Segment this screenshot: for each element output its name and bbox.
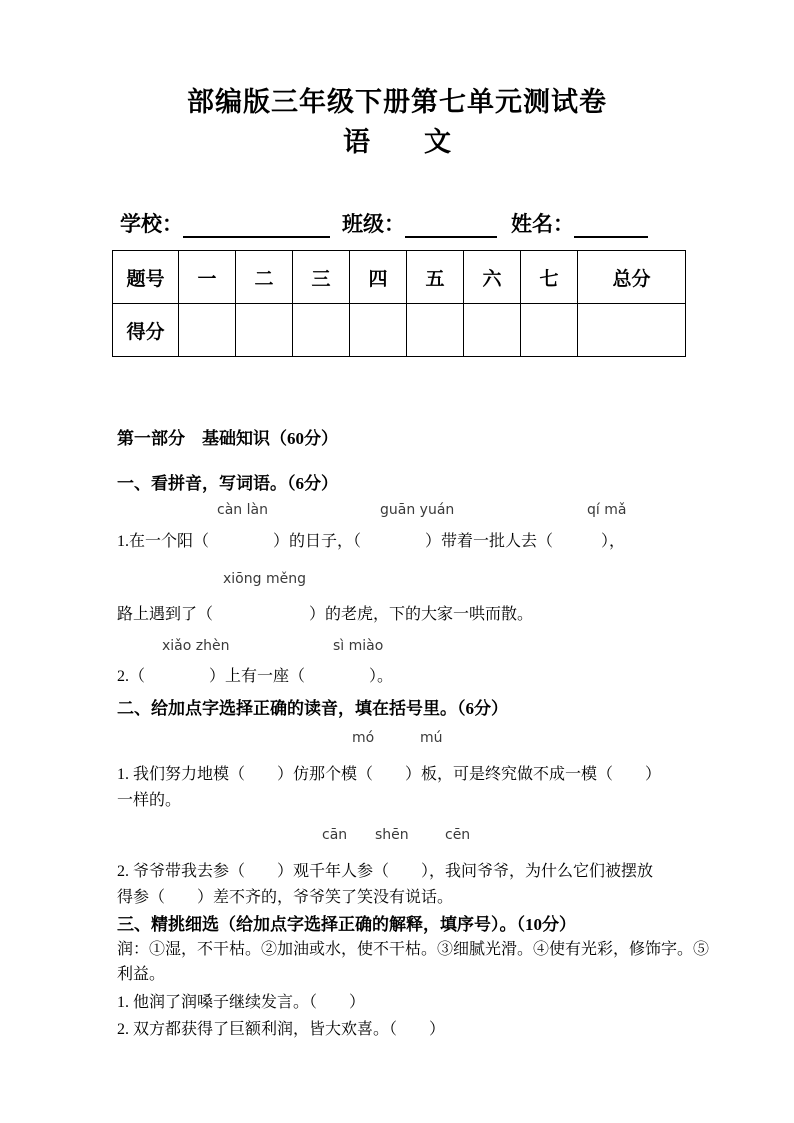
- score-cell: [350, 304, 407, 357]
- school-blank-field: [183, 212, 330, 238]
- pinyin-qi-ma: qí mǎ: [587, 502, 627, 518]
- s1-question1-line1: 1.在一个阳（ ）的日子，（ ）带着一批人去（ ），: [117, 533, 626, 550]
- score-cell: [293, 304, 350, 357]
- score-table-header-cell: 总分: [578, 251, 686, 304]
- s3-item1: 1. 他润了润嗓子继续发言。（ ）: [117, 994, 366, 1011]
- score-cell: [578, 304, 686, 357]
- score-cell: [521, 304, 578, 357]
- s2-question1-line1: 1. 我们努力地模（ ）仿那个模（ ）板，可是终究做不成一模（ ）: [117, 766, 662, 783]
- score-table-header-cell: 五: [407, 251, 464, 304]
- student-info-line: [120, 208, 648, 238]
- name-blank-field: [574, 212, 648, 238]
- part1-heading: 第一部分 基础知识（60分）: [117, 429, 338, 448]
- class-label: 班级：: [342, 212, 405, 236]
- score-table-header-cell: 六: [464, 251, 521, 304]
- name-label: 姓名：: [511, 212, 574, 236]
- paper-subject: 语 文: [343, 127, 451, 157]
- pinyin-guan-yuan: guān yuán: [380, 502, 455, 518]
- score-table: [112, 250, 686, 357]
- score-cell: [236, 304, 293, 357]
- score-table-header-row: [113, 251, 686, 304]
- s3-definition-line2: 利益。: [117, 966, 166, 983]
- s2-question2-line2: 得参（ ）差不齐的，爷爷笑了笑没有说话。: [117, 889, 454, 906]
- section1-heading: 一、看拼音，写词语。（6分）: [117, 474, 338, 493]
- section3-heading: 三、精挑细选（给加点字选择正确的解释，填序号）。（10分）: [117, 915, 576, 934]
- s2-question2-line1: 2. 爷爷带我去参（ ）观千年人参（ ），我问爷爷，为什么它们被摆放: [117, 863, 654, 880]
- score-table-header-cell: 七: [521, 251, 578, 304]
- paper-title: 部编版三年级下册第七单元测试卷: [187, 87, 607, 117]
- score-cell: [407, 304, 464, 357]
- school-label: 学校：: [120, 212, 183, 236]
- class-blank-field: [405, 212, 497, 238]
- pinyin-mu2: mú: [420, 730, 443, 746]
- score-cell: [464, 304, 521, 357]
- score-table-header-cell: 四: [350, 251, 407, 304]
- pinyin-can1: cān: [322, 827, 348, 843]
- pinyin-mo2: mó: [352, 730, 375, 746]
- score-table-score-row: [113, 304, 686, 357]
- s1-question1-line2: 路上遇到了（ ）的老虎，下的大家一哄而散。: [117, 606, 534, 623]
- pinyin-si-miao: sì miào: [333, 638, 384, 654]
- pinyin-shen1: shēn: [375, 827, 409, 843]
- pinyin-xiao-zhen: xiǎo zhèn: [162, 638, 230, 654]
- s2-question1-line2: 一样的。: [117, 792, 182, 809]
- score-table-header-cell: 题号: [113, 251, 179, 304]
- pinyin-cen1: cēn: [445, 827, 471, 843]
- score-table-header-cell: 三: [293, 251, 350, 304]
- score-row-label: 得分: [113, 304, 179, 357]
- pinyin-can-lan: càn làn: [217, 502, 268, 518]
- score-cell: [179, 304, 236, 357]
- s3-item2: 2. 双方都获得了巨额利润，皆大欢喜。（ ）: [117, 1021, 446, 1038]
- pinyin-xiong-meng: xiōng měng: [223, 571, 306, 587]
- score-table-header-cell: 一: [179, 251, 236, 304]
- score-table-header-cell: 二: [236, 251, 293, 304]
- section2-heading: 二、给加点字选择正确的读音，填在括号里。（6分）: [117, 699, 508, 718]
- s3-definition-line1: 润：①湿，不干枯。②加油或水，使不干枯。③细腻光滑。④使有光彩，修饰字。⑤: [117, 941, 710, 958]
- s1-question2: 2.（ ）上有一座（ ）。: [117, 668, 394, 685]
